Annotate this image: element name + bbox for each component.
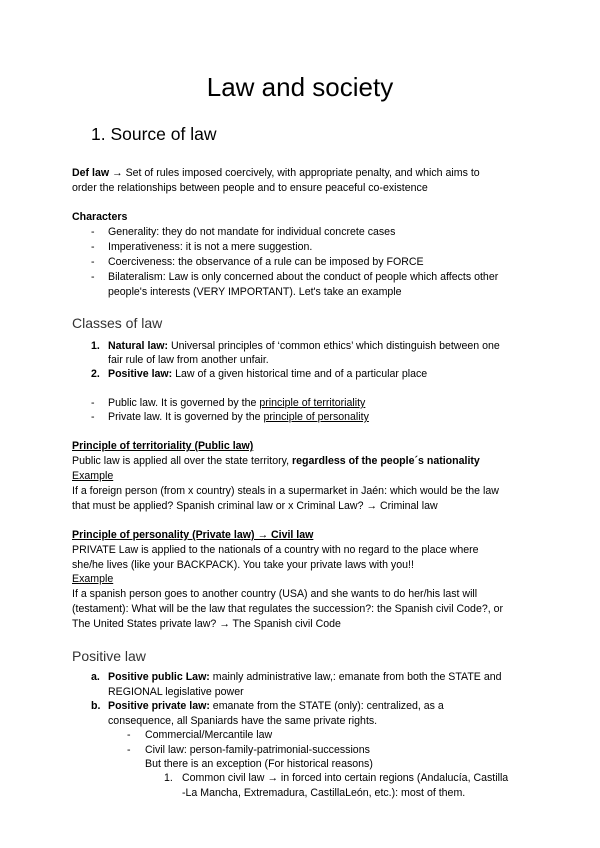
characters-item: Imperativeness: it is not a mere suggestion. (108, 241, 313, 253)
natural-law-label: Natural law: (108, 340, 169, 352)
bullet-dash: - (91, 256, 95, 268)
list-number: 1. (164, 772, 173, 784)
list-letter: a. (91, 671, 100, 683)
sub-item-commercial-law: Commercial/Mercantile law (145, 729, 273, 741)
territoriality-line-1 (72, 454, 480, 469)
personality-heading: Principle of personality (Private law) → Civil law (72, 529, 314, 541)
bullet-dash: - (91, 226, 95, 238)
positive-public-line-2: REGIONAL legislative power (108, 686, 244, 698)
section-heading-classes-of-law: Classes of law (72, 315, 163, 331)
common-civil-law-line-1: Common civil law → in forced into certain regions (Andalucía, Castilla (182, 772, 509, 784)
personality-example-line-3: The United States private law? → The Spanish civil Code (72, 618, 341, 630)
principle-personality-link: principle of personality (263, 411, 369, 423)
exception-note: But there is an exception (For historical reasons) (145, 758, 373, 770)
natural-law-line-2: fair rule of law from another unfair. (108, 354, 269, 366)
positive-public-label: Positive public Law: (108, 671, 210, 683)
definition-line-1 (72, 166, 480, 181)
territoriality-emphasis: regardless of the people´s nationality (292, 455, 480, 467)
private-law-line (108, 410, 369, 425)
natural-law-line-1 (108, 339, 500, 354)
territoriality-text: Public law is applied all over the state territory, (72, 455, 293, 467)
public-law-text: Public law. It is governed by the (108, 397, 260, 409)
positive-private-line-1 (108, 699, 444, 714)
territoriality-heading: Principle of territoriality (Public law) (72, 440, 254, 452)
natural-law-text: Universal principles of ‘common ethics’ which distinguish between one (168, 340, 500, 352)
example-label: Example (72, 573, 114, 585)
example-label: Example (72, 470, 114, 482)
bullet-dash: - (91, 411, 95, 423)
characters-item: Coerciveness: the observance of a rule can be imposed by FORCE (108, 256, 424, 268)
personality-line-2: she/he lives (like your BACKPACK). You take your private laws with you!! (72, 559, 414, 571)
positive-law-label: Positive law: (108, 368, 173, 380)
personality-example-line-1: If a spanish person goes to another country (USA) and she wants to do her/his last will (72, 588, 478, 600)
characters-heading: Characters (72, 211, 128, 223)
positive-private-text: emanate from the STATE (only): centralized, as a (209, 700, 444, 712)
definition-text: → Set of rules imposed coercively, with appropriate penalty, and which aims to (109, 167, 480, 179)
positive-law-text: Law of a given historical time and of a particular place (172, 368, 428, 380)
section-heading-source-of-law: 1. Source of law (91, 124, 217, 144)
common-civil-law-line-2: -La Mancha, Extremadura, CastillaLeón, etc.): most of them. (182, 787, 466, 799)
list-number: 1. (91, 340, 100, 352)
territoriality-example-line-2: that must be applied? Spanish criminal law or x Criminal Law? → Criminal law (72, 500, 438, 512)
principle-territoriality-link: principle of territoriality (259, 397, 366, 409)
bullet-dash: - (91, 271, 95, 283)
definition-term: Def law (72, 167, 110, 179)
territoriality-example-line-1: If a foreign person (from x country) steals in a supermarket in Jaén: which would be the law (72, 485, 499, 497)
bullet-dash: - (127, 744, 131, 756)
page-title: Law and society (206, 72, 394, 102)
characters-item: Bilateralism: Law is only concerned about the conduct of people which affects other (108, 271, 499, 283)
bullet-dash: - (91, 241, 95, 253)
public-law-line (108, 396, 365, 411)
characters-item-continued: people's interests (VERY IMPORTANT). Let's take an example (108, 286, 402, 298)
personality-example-line-2: (testament): What will be the law that regulates the succession?: the Spanish civil Code?, or (72, 603, 504, 615)
list-letter: b. (91, 700, 101, 712)
positive-private-label: Positive private law: (108, 700, 210, 712)
sub-item-civil-law: Civil law: person-family-patrimonial-successions (145, 744, 370, 756)
list-number: 2. (91, 368, 100, 380)
bullet-dash: - (91, 397, 95, 409)
characters-item: Generality: they do not mandate for individual concrete cases (108, 226, 396, 238)
bullet-dash: - (127, 729, 131, 741)
section-heading-positive-law: Positive law (72, 648, 146, 664)
definition-line-2: order the relationships between people and to ensure peaceful co-existence (72, 182, 428, 194)
positive-law-line (108, 367, 427, 382)
positive-public-text: mainly administrative law,: emanate from both the STATE and (209, 671, 502, 683)
personality-line-1: PRIVATE Law is applied to the nationals of a country with no regard to the place where (72, 544, 479, 556)
positive-private-line-2: consequence, all Spaniards have the same private rights. (108, 715, 378, 727)
private-law-text: Private law. It is governed by the (108, 411, 264, 423)
positive-public-line-1 (108, 670, 502, 685)
